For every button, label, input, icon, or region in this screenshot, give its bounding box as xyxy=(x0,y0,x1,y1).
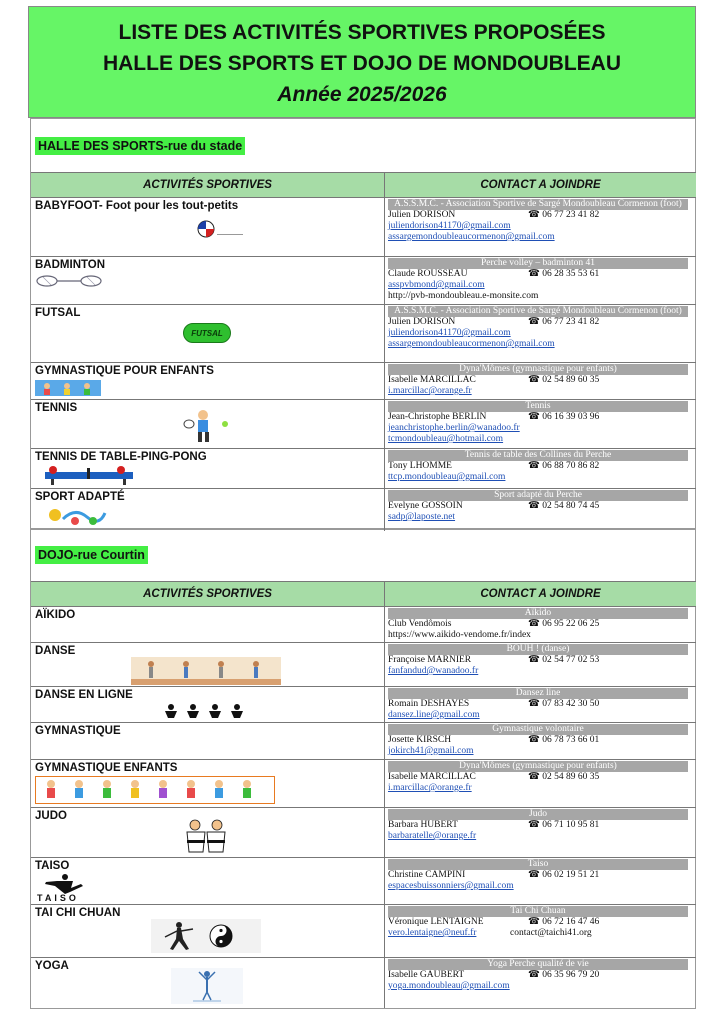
phone-number: 06 77 23 41 82 xyxy=(542,317,600,327)
soccer-ball-icon xyxy=(189,220,249,242)
table-row xyxy=(31,305,696,363)
contact-name: Evelyne GOSSOIN xyxy=(388,501,463,511)
header-activities: ACTIVITÉS SPORTIVES xyxy=(31,173,385,197)
halle-table xyxy=(31,172,696,531)
club-name: Taiso xyxy=(388,859,688,870)
table-header xyxy=(31,172,696,198)
kids-gym-icon xyxy=(35,380,101,396)
contact-name: Isabelle GAUBERT xyxy=(388,970,465,980)
contact-name: Josette KIRSCH xyxy=(388,735,452,745)
club-name: Dyna'Mômes (gymnastique pour enfants) xyxy=(388,364,688,375)
phone-icon: ☎ xyxy=(528,501,540,511)
club-name: Yoga Perche qualité de vie xyxy=(388,959,688,970)
table-row xyxy=(31,808,696,858)
club-name: Sport adapté du Perche xyxy=(388,490,688,501)
phone-number: 02 54 77 02 53 xyxy=(542,655,600,665)
table-row xyxy=(31,858,696,905)
activity-name: GYMNASTIQUE ENFANTS xyxy=(35,762,178,774)
club-name: A.S.S.M.C. - Association Sportive de Sargé Mondoubleau Cormenon (foot) xyxy=(388,199,688,210)
phone-number: 02 54 89 60 35 xyxy=(542,772,600,782)
rackets-icon xyxy=(35,274,103,288)
phone-icon: ☎ xyxy=(528,619,540,629)
secondary-contact: contact@taichi41.org xyxy=(510,928,592,938)
activity-name: FUTSAL xyxy=(35,307,81,319)
email-link[interactable]: tcmondoubleau@hotmail.com xyxy=(388,434,504,444)
activity-name: GYMNASTIQUE POUR ENFANTS xyxy=(35,365,214,377)
table-row xyxy=(31,489,696,531)
dancers-icon xyxy=(131,657,281,685)
activity-name: TENNIS DE TABLE-PING-PONG xyxy=(35,451,207,463)
email-link[interactable]: dansez.line@gmail.com xyxy=(388,710,480,720)
line-dancers-icon xyxy=(161,703,253,719)
phone-icon: ☎ xyxy=(528,269,540,279)
email-link[interactable]: ttcp.mondoubleau@gmail.com xyxy=(388,472,506,482)
table-row xyxy=(31,400,696,449)
email-link[interactable]: yoga.mondoubleau@gmail.com xyxy=(388,981,510,991)
phone-number: 06 71 10 95 81 xyxy=(542,820,600,830)
header-contact: CONTACT A JOINDRE xyxy=(480,179,601,191)
phone-number: 02 54 89 60 35 xyxy=(542,375,600,385)
table-row xyxy=(31,363,696,400)
club-name: Tennis de table des Collines du Perche xyxy=(388,450,688,461)
email-link[interactable]: assargemondoubleaucormenon@gmail.com xyxy=(388,232,555,242)
title-line-1: LISTE DES ACTIVITÉS SPORTIVES PROPOSÉES xyxy=(118,21,606,44)
table-row xyxy=(31,760,696,808)
table-row xyxy=(31,905,696,958)
activity-name: AÏKIDO xyxy=(35,609,76,621)
phone-number: 06 16 39 03 96 xyxy=(542,412,600,422)
dojo-table xyxy=(31,581,696,1008)
table-row xyxy=(31,958,696,1008)
contact-name: Club Vendômois xyxy=(388,619,452,629)
activity-name: TAISO xyxy=(35,860,70,872)
contact-name: Françoise MARNIER xyxy=(388,655,472,665)
email-link[interactable]: jokirch41@gmail.com xyxy=(388,746,474,756)
futsal-logo-icon: FUTSAL xyxy=(183,323,231,343)
contact-name: Claude ROUSSEAU xyxy=(388,269,468,279)
phone-icon: ☎ xyxy=(528,820,540,830)
section-dojo-label: DOJO-rue Courtin xyxy=(35,546,148,564)
table-row xyxy=(31,687,696,723)
phone-number: 02 54 80 74 45 xyxy=(542,501,600,511)
phone-number: 06 77 23 41 82 xyxy=(542,210,600,220)
phone-icon: ☎ xyxy=(528,210,540,220)
phone-icon: ☎ xyxy=(528,375,540,385)
phone-icon: ☎ xyxy=(528,772,540,782)
taiso-logo-text: TAISO xyxy=(37,893,79,903)
activity-name: DANSE EN LIGNE xyxy=(35,689,133,701)
activity-name: SPORT ADAPTÉ xyxy=(35,491,125,503)
activity-name: TAI CHI CHUAN xyxy=(35,907,121,919)
section-halle-label: HALLE DES SPORTS-rue du stade xyxy=(35,137,245,155)
club-name: Tennis xyxy=(388,401,688,412)
activity-name: DANSE xyxy=(35,645,76,657)
contact-name: Véronique LENTAIGNE xyxy=(388,917,484,927)
activity-name: BABYFOOT- Foot pour les tout-petits xyxy=(35,200,239,212)
contact-name: Julien DORISON xyxy=(388,317,456,327)
phone-icon: ☎ xyxy=(528,735,540,745)
phone-icon: ☎ xyxy=(528,317,540,327)
table-row xyxy=(31,723,696,760)
email-link[interactable]: vero.lentaigne@neuf.fr xyxy=(388,928,477,938)
contact-name: Barbara HUBERT xyxy=(388,820,458,830)
email-link[interactable]: assargemondoubleaucormenon@gmail.com xyxy=(388,339,555,349)
phone-number: 06 95 22 06 25 xyxy=(542,619,600,629)
contact-name: Romain DESHAYES xyxy=(388,699,470,709)
header-activities: ACTIVITÉS SPORTIVES xyxy=(31,582,385,606)
phone-icon: ☎ xyxy=(528,870,540,880)
contact-name: Isabelle MARCILLAC xyxy=(388,772,476,782)
title-box xyxy=(28,6,696,118)
club-name: Aïkido xyxy=(388,608,688,619)
contact-name: Tony LHOMME xyxy=(388,461,452,471)
judo-icon xyxy=(175,818,237,856)
club-name: Gymnastique volontaire xyxy=(388,724,688,735)
club-name: Tai Chi Chuan xyxy=(388,906,688,917)
phone-number: 06 28 35 53 61 xyxy=(542,269,600,279)
phone-icon: ☎ xyxy=(528,461,540,471)
header-contact: CONTACT A JOINDRE xyxy=(480,588,601,600)
activity-name: BADMINTON xyxy=(35,259,106,271)
club-name: Dansez line xyxy=(388,688,688,699)
phone-number: 07 83 42 30 50 xyxy=(542,699,600,709)
email-link[interactable]: barbaratelle@orange.fr xyxy=(388,831,477,841)
club-name: Perche volley – badminton 41 xyxy=(388,258,688,269)
email-link[interactable]: asspvbmond@gmail.com xyxy=(388,280,485,290)
table-header xyxy=(31,581,696,607)
phone-number: 06 35 96 79 20 xyxy=(542,970,600,980)
activity-name: GYMNASTIQUE xyxy=(35,725,121,737)
phone-icon: ☎ xyxy=(528,917,540,927)
club-name: BOUH ! (danse) xyxy=(388,644,688,655)
website-text: http://pvb-mondoubleau.e-monsite.com xyxy=(388,291,539,301)
phone-icon: ☎ xyxy=(528,655,540,665)
activity-name: TENNIS xyxy=(35,402,78,414)
title-year: Année 2025/2026 xyxy=(277,83,447,106)
phone-number: 06 72 16 47 46 xyxy=(542,917,600,927)
website-text: https://www.aikido-vendome.fr/index xyxy=(388,630,531,640)
phone-number: 06 78 73 66 01 xyxy=(542,735,600,745)
activity-name: YOGA xyxy=(35,960,69,972)
tai-chi-icon xyxy=(151,919,261,953)
table-row xyxy=(31,643,696,687)
adapted-sport-icon xyxy=(45,505,107,527)
email-link[interactable]: i.marcillac@orange.fr xyxy=(388,783,472,793)
phone-number: 06 02 19 51 21 xyxy=(542,870,600,880)
contact-name: Christine CAMPINI xyxy=(388,870,466,880)
email-link[interactable]: sadp@laposte.net xyxy=(388,512,456,522)
email-link[interactable]: juliendorison41170@gmail.com xyxy=(388,328,511,338)
club-name: A.S.S.M.C. - Association Sportive de Sargé Mondoubleau Cormenon (foot) xyxy=(388,306,688,317)
contact-name: Julien DORISON xyxy=(388,210,456,220)
email-link[interactable]: jeanchristophe.berlin@wanadoo.fr xyxy=(388,423,520,433)
contact-name: Jean-Christophe BERLIN xyxy=(388,412,487,422)
table-row xyxy=(31,198,696,257)
activity-name: JUDO xyxy=(35,810,67,822)
email-link[interactable]: i.marcillac@orange.fr xyxy=(388,386,472,396)
ping-pong-table-icon xyxy=(41,466,137,486)
yoga-icon xyxy=(171,968,243,1004)
table-row xyxy=(31,257,696,305)
phone-icon: ☎ xyxy=(528,970,540,980)
email-link[interactable]: fanfandud@wanadoo.fr xyxy=(388,666,479,676)
email-link[interactable]: espacesbuissonniers@gmail.com xyxy=(388,881,514,891)
title-line-2: HALLE DES SPORTS ET DOJO DE MONDOUBLEAU xyxy=(102,52,622,75)
phone-icon: ☎ xyxy=(528,699,540,709)
email-link[interactable]: juliendorison41170@gmail.com xyxy=(388,221,511,231)
kids-gym-row-icon xyxy=(35,776,275,804)
phone-icon: ☎ xyxy=(528,412,540,422)
phone-number: 06 88 70 86 82 xyxy=(542,461,600,471)
tennis-player-icon xyxy=(181,408,233,446)
contact-name: Isabelle MARCILLAC xyxy=(388,375,476,385)
club-name: Judo xyxy=(388,809,688,820)
table-row xyxy=(31,607,696,643)
club-name: Dyna'Mômes (gymnastique pour enfants) xyxy=(388,761,688,772)
table-row xyxy=(31,449,696,489)
